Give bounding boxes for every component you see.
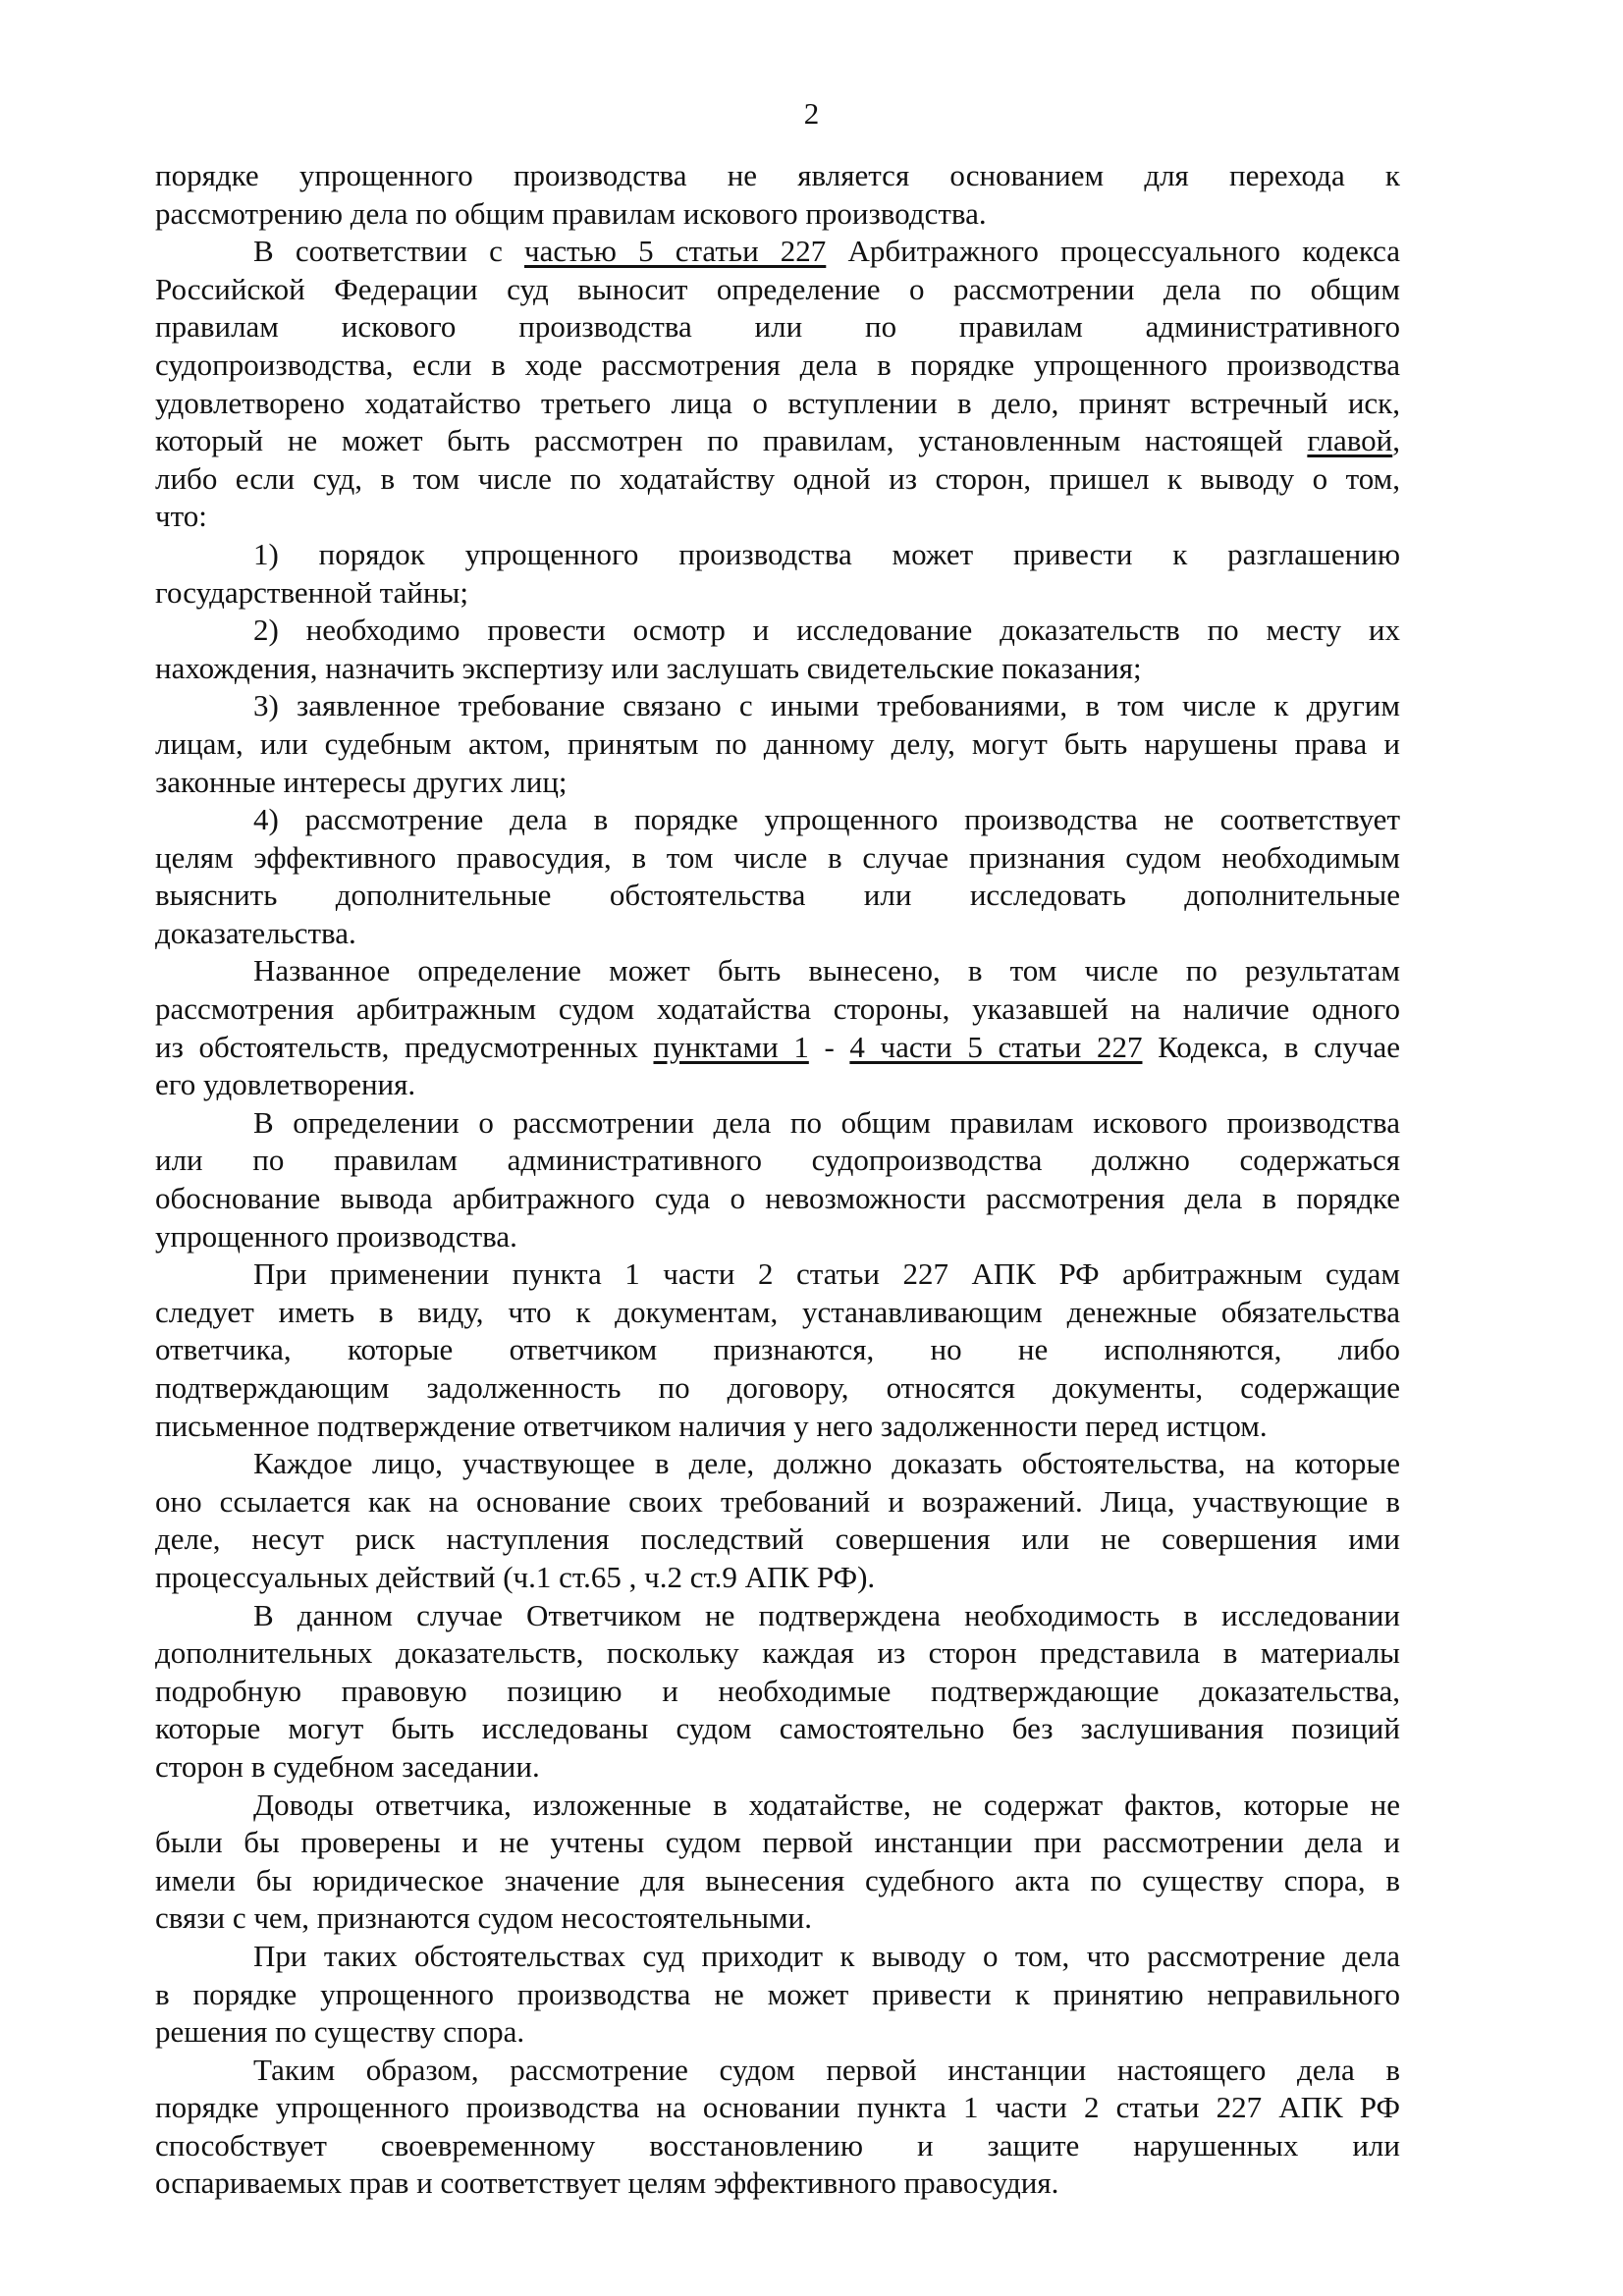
text-segment: Российской Федерации суд выносит определение о рассмотрении дела по общим xyxy=(155,271,1400,306)
paragraph xyxy=(155,233,1400,536)
text-line xyxy=(155,1445,1400,1483)
paragraph xyxy=(155,1597,1400,1787)
text-line xyxy=(155,1483,1400,1522)
text-line xyxy=(155,1369,1400,1408)
text-line xyxy=(155,498,1400,536)
text-line xyxy=(155,536,1400,574)
text-line xyxy=(155,687,1400,725)
paragraph xyxy=(155,536,1400,612)
text-segment: 3) заявленное требование связано с иными требованиями, в том числе к другим xyxy=(253,688,1400,723)
law-reference-link[interactable]: главой xyxy=(1307,423,1393,458)
text-line xyxy=(155,1938,1400,1976)
paragraph xyxy=(155,612,1400,687)
text-segment: обоснование вывода арбитражного суда о невозможности рассмотрения дела в порядке xyxy=(155,1181,1400,1216)
text-line xyxy=(155,952,1400,990)
text-segment: Таким образом, рассмотрение судом первой инстанции настоящего дела в xyxy=(253,2052,1400,2087)
text-segment: решения по существу спора. xyxy=(155,2014,525,2050)
text-line xyxy=(155,2089,1400,2127)
text-line xyxy=(155,915,1400,953)
text-line xyxy=(155,460,1400,499)
text-segment: порядке упрощенного производства на основании пункта 1 части 2 статьи 227 АПК РФ xyxy=(155,2090,1400,2125)
text-segment: следует иметь в виду, что к документам, устанавливающим денежные обязательства xyxy=(155,1294,1400,1329)
text-segment: 4) рассмотрение дела в порядке упрощенного производства не соответствует xyxy=(253,802,1400,837)
text-segment: который не может быть рассмотрен по правилам, установленным настоящей xyxy=(155,423,1308,458)
text-line xyxy=(155,1748,1400,1787)
text-line xyxy=(155,2052,1400,2090)
text-segment: выяснить дополнительные обстоятельства или исследовать дополнительные xyxy=(155,878,1400,913)
text-line xyxy=(155,308,1400,347)
text-segment: подробную правовую позицию и необходимые подтверждающие доказательства, xyxy=(155,1673,1400,1708)
text-segment: рассмотрения арбитражным судом ходатайства стороны, указавшей на наличие одного xyxy=(155,991,1400,1027)
text-segment: В определении о рассмотрении дела по общим правилам искового производства xyxy=(253,1104,1400,1140)
text-line xyxy=(155,1976,1400,2014)
text-segment: При применении пункта 1 части 2 статьи 227 АПК РФ арбитражным судам xyxy=(253,1256,1400,1292)
text-line xyxy=(155,1559,1400,1597)
law-reference-link[interactable]: частью 5 статьи 227 xyxy=(524,234,827,269)
text-line xyxy=(155,1634,1400,1673)
text-segment: письменное подтверждение ответчиком наличия у него задолженности перед истцом. xyxy=(155,1408,1268,1443)
text-segment: В данном случае Ответчиком не подтверждена необходимость в исследовании xyxy=(253,1597,1400,1632)
paragraph xyxy=(155,687,1400,801)
text-line xyxy=(155,764,1400,802)
text-line xyxy=(155,839,1400,878)
paragraph xyxy=(155,2052,1400,2203)
text-line xyxy=(155,1408,1400,1446)
text-line xyxy=(155,233,1400,271)
text-segment: в порядке упрощенного производства не может привести к принятию неправильного xyxy=(155,1976,1400,2011)
text-line xyxy=(155,1899,1400,1938)
text-line xyxy=(155,1218,1400,1256)
text-line xyxy=(155,1180,1400,1218)
text-line xyxy=(155,195,1400,234)
text-segment: Названное определение может быть вынесено, в том числе по результатам xyxy=(253,953,1400,988)
text-segment: лицам, или судебным актом, принятым по данному делу, могут быть нарушены права и xyxy=(155,725,1400,761)
law-reference-link[interactable]: 4 части 5 статьи 227 xyxy=(849,1029,1143,1064)
text-line xyxy=(155,574,1400,613)
text-segment: упрощенного производства. xyxy=(155,1218,517,1254)
text-line xyxy=(155,385,1400,423)
text-segment: При таких обстоятельствах суд приходит к выводу о том, что рассмотрение дела xyxy=(253,1938,1400,1973)
text-segment: Доводы ответчика, изложенные в ходатайстве, не содержат фактов, которые не xyxy=(253,1787,1400,1822)
text-line xyxy=(155,1710,1400,1748)
text-line xyxy=(155,1597,1400,1635)
text-line xyxy=(155,1294,1400,1332)
text-line xyxy=(155,347,1400,385)
paragraph xyxy=(155,1445,1400,1596)
text-segment: процессуальных действий (ч.1 ст.65 , ч.2 ст.9 АПК РФ). xyxy=(155,1559,876,1594)
text-segment: 2) необходимо провести осмотр и исследование доказательств по месту их xyxy=(253,613,1400,648)
text-segment: порядке упрощенного производства не является основанием для перехода к xyxy=(155,158,1400,192)
law-reference-link[interactable]: пунктами 1 xyxy=(653,1029,809,1064)
text-line xyxy=(155,1142,1400,1180)
text-line xyxy=(155,990,1400,1029)
text-line xyxy=(155,1029,1400,1067)
text-line xyxy=(155,422,1400,460)
paragraph xyxy=(155,1787,1400,1938)
text-segment: целям эффективного правосудия, в том числе в случае признания судом необходимым xyxy=(155,839,1400,875)
text-line xyxy=(155,1824,1400,1862)
text-segment: Кодекса, в случае xyxy=(1142,1029,1400,1064)
text-segment: нахождения, назначить экспертизу или заслушать свидетельские показания; xyxy=(155,650,1142,685)
text-segment: подтверждающим задолженность по договору, относятся документы, содержащие xyxy=(155,1370,1400,1405)
text-segment: доказательства. xyxy=(155,915,356,950)
text-segment: деле, несут риск наступления последствий совершения или не совершения ими xyxy=(155,1522,1400,1557)
text-line xyxy=(155,801,1400,839)
text-segment: либо если суд, в том числе по ходатайству одной из сторон, пришел к выводу о том, xyxy=(155,460,1400,496)
text-line xyxy=(155,1521,1400,1559)
text-line xyxy=(155,1787,1400,1825)
text-segment: оно ссылается как на основание своих требований и возражений. Лица, участвующие в xyxy=(155,1483,1400,1519)
text-line xyxy=(155,2164,1400,2203)
text-line xyxy=(155,650,1400,688)
text-line xyxy=(155,1066,1400,1104)
text-line xyxy=(155,725,1400,764)
paragraph xyxy=(155,1938,1400,2052)
text-line xyxy=(155,877,1400,915)
text-line xyxy=(155,612,1400,650)
text-segment: Арбитражного процессуального кодекса xyxy=(826,234,1401,269)
text-line xyxy=(155,2013,1400,2052)
text-segment: , xyxy=(1392,423,1400,458)
text-line xyxy=(155,1862,1400,1900)
text-line xyxy=(155,271,1400,309)
text-segment: - xyxy=(808,1029,850,1064)
text-segment: или по правилам административного судопроизводства должно содержаться xyxy=(155,1143,1400,1178)
text-segment: способствует своевременному восстановлению и защите нарушенных или xyxy=(155,2127,1400,2163)
paragraph xyxy=(155,1255,1400,1445)
document-body xyxy=(155,157,1400,2203)
text-segment: сторон в судебном заседании. xyxy=(155,1748,540,1784)
text-segment: Каждое лицо, участвующее в деле, должно доказать обстоятельства, на которые xyxy=(253,1446,1400,1481)
text-segment: из обстоятельств, предусмотренных xyxy=(155,1029,654,1064)
text-segment: оспариваемых прав и соответствует целям эффективного правосудия. xyxy=(155,2165,1059,2201)
text-line xyxy=(155,2127,1400,2165)
text-line xyxy=(155,1331,1400,1369)
text-segment: дополнительных доказательств, поскольку каждая из сторон представила в материалы xyxy=(155,1635,1400,1671)
text-segment: были бы проверены и не учтены судом первой инстанции при рассмотрении дела и xyxy=(155,1825,1400,1860)
text-segment: его удовлетворения. xyxy=(155,1067,416,1102)
text-segment: судопроизводства, если в ходе рассмотрения дела в порядке упрощенного производства xyxy=(155,347,1400,382)
text-segment: что: xyxy=(155,499,207,534)
text-line xyxy=(155,157,1400,195)
paragraph xyxy=(155,801,1400,952)
page-number: 2 xyxy=(803,96,820,131)
text-segment: которые могут быть исследованы судом самостоятельно без заслушивания позиций xyxy=(155,1711,1400,1746)
paragraph xyxy=(155,952,1400,1103)
text-segment: 1) порядок упрощенного производства может привести к разглашению xyxy=(253,536,1400,571)
text-segment: ответчика, которые ответчиком признаются, но не исполняются, либо xyxy=(155,1332,1400,1367)
text-segment: В соответствии с xyxy=(253,234,525,269)
text-line xyxy=(155,1104,1400,1143)
text-segment: имели бы юридическое значение для вынесения судебного акта по существу спора, в xyxy=(155,1862,1400,1897)
text-segment: удовлетворено ходатайство третьего лица о вступлении в дело, принят встречный иск, xyxy=(155,385,1400,420)
text-segment: рассмотрению дела по общим правилам искового производства. xyxy=(155,195,987,231)
text-line xyxy=(155,1255,1400,1294)
text-segment: правилам искового производства или по правилам административного xyxy=(155,309,1400,345)
text-segment: законные интересы других лиц; xyxy=(155,764,568,799)
text-segment: государственной тайны; xyxy=(155,574,468,610)
paragraph xyxy=(155,1104,1400,1255)
text-segment: связи с чем, признаются судом несостоятельными. xyxy=(155,1900,812,1936)
paragraph xyxy=(155,157,1400,233)
text-line xyxy=(155,1673,1400,1711)
